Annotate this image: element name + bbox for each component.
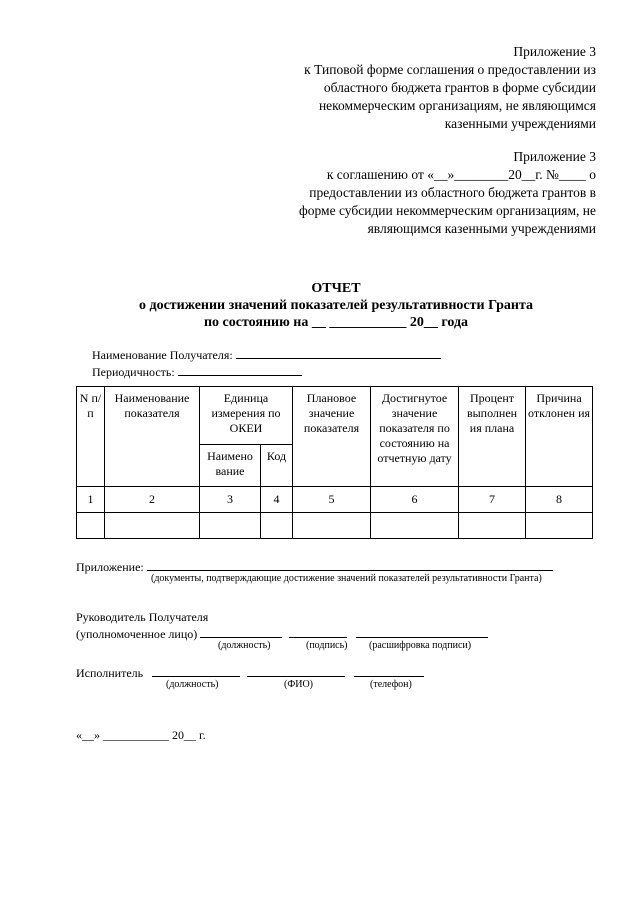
appendix-line: к Типовой форме соглашения о предоставлении из <box>304 62 596 77</box>
data-cell[interactable] <box>105 513 200 539</box>
index-cell: 6 <box>371 487 459 513</box>
table-header-row <box>77 387 593 445</box>
report-title: ОТЧЕТ <box>311 281 361 296</box>
header-unit-code: Код <box>261 445 293 487</box>
executor-label: Исполнитель <box>76 666 144 680</box>
recipient-block <box>92 346 492 380</box>
date-line: «__» ___________ 20__ г. <box>76 728 206 742</box>
header-reason: Причина отклонен ия <box>526 387 593 487</box>
head-signature-caption: (подпись) <box>306 640 348 651</box>
index-cell: 3 <box>200 487 261 513</box>
executor-phone-field[interactable] <box>354 664 424 677</box>
header-planned: Плановое значение показателя <box>293 387 371 487</box>
appendix-title: Приложение 3 <box>513 44 596 59</box>
appendix-line: являющимся казенными учреждениями <box>367 221 596 236</box>
attachment-caption: (документы, подтверждающие достижение значений показателей результативности Гранта) <box>151 573 542 584</box>
executor-name-field[interactable] <box>247 664 345 677</box>
data-cell[interactable] <box>371 513 459 539</box>
index-cell: 5 <box>293 487 371 513</box>
header-indicator: Наименование показателя <box>105 387 200 487</box>
data-cell[interactable] <box>77 513 105 539</box>
recipient-name-row <box>92 346 492 363</box>
appendix-line: некоммерческим организациям, не являющимся <box>318 98 596 113</box>
recipient-name-field[interactable] <box>236 346 441 359</box>
header-achieved: Достигнутое значение показателя по состоянию на отчетную дату <box>371 387 459 487</box>
appendix-line: областного бюджета грантов в форме субсидии <box>323 80 596 95</box>
period-label: Периодичность: <box>92 365 175 379</box>
recipient-label: Наименование Получателя: <box>92 348 233 362</box>
report-state-line: по состоянию на __ ___________ 20__ года <box>203 315 469 330</box>
index-cell: 7 <box>459 487 526 513</box>
head-decode-field[interactable] <box>356 625 488 638</box>
header-percent: Процент выполнен ия плана <box>459 387 526 487</box>
report-subtitle: о достижении значений показателей результативности Гранта <box>138 298 534 313</box>
appendix-title: Приложение 3 <box>513 149 596 164</box>
data-cell[interactable] <box>459 513 526 539</box>
executor-position-caption: (должность) <box>166 679 219 690</box>
data-cell[interactable] <box>200 513 261 539</box>
executor-phone-caption: (телефон) <box>370 679 412 690</box>
appendix-header-2 <box>196 148 596 238</box>
data-cell[interactable] <box>526 513 593 539</box>
executor-name-caption: (ФИО) <box>284 679 314 690</box>
period-row <box>92 363 492 380</box>
appendix-header-1 <box>196 43 596 133</box>
attachment-label: Приложение: <box>76 560 144 574</box>
attachment-field[interactable] <box>147 558 553 571</box>
head-position-field[interactable] <box>200 625 282 638</box>
index-cell: 8 <box>526 487 593 513</box>
head-position-caption: (должность) <box>218 640 271 651</box>
index-cell: 4 <box>261 487 293 513</box>
period-field[interactable] <box>178 363 302 376</box>
executor-position-field[interactable] <box>152 664 240 677</box>
data-cell[interactable] <box>261 513 293 539</box>
table-row <box>77 513 593 539</box>
table-index-row <box>77 487 593 513</box>
report-table <box>76 386 593 539</box>
head-decode-caption: (расшифровка подписи) <box>369 640 472 651</box>
appendix-line: казенными учреждениями <box>444 116 596 131</box>
data-cell[interactable] <box>293 513 371 539</box>
appendix-line: форме субсидии некоммерческим организациям, не <box>299 203 596 218</box>
appendix-line: к соглашению от «__»________20__г. №____ о <box>326 167 596 182</box>
head-signature-sublabel: (уполномоченное лицо) <box>76 627 198 641</box>
appendix-line: предоставлении из областного бюджета грантов в <box>309 185 596 200</box>
header-unit: Единица измерения по ОКЕИ <box>200 387 293 445</box>
head-signature-label: Руководитель Получателя <box>76 610 209 624</box>
header-unit-name: Наимено вание <box>200 445 261 487</box>
header-num: N п/п <box>77 387 105 487</box>
index-cell: 2 <box>105 487 200 513</box>
head-signature-field[interactable] <box>289 625 347 638</box>
index-cell: 1 <box>77 487 105 513</box>
report-title-block <box>0 280 640 331</box>
